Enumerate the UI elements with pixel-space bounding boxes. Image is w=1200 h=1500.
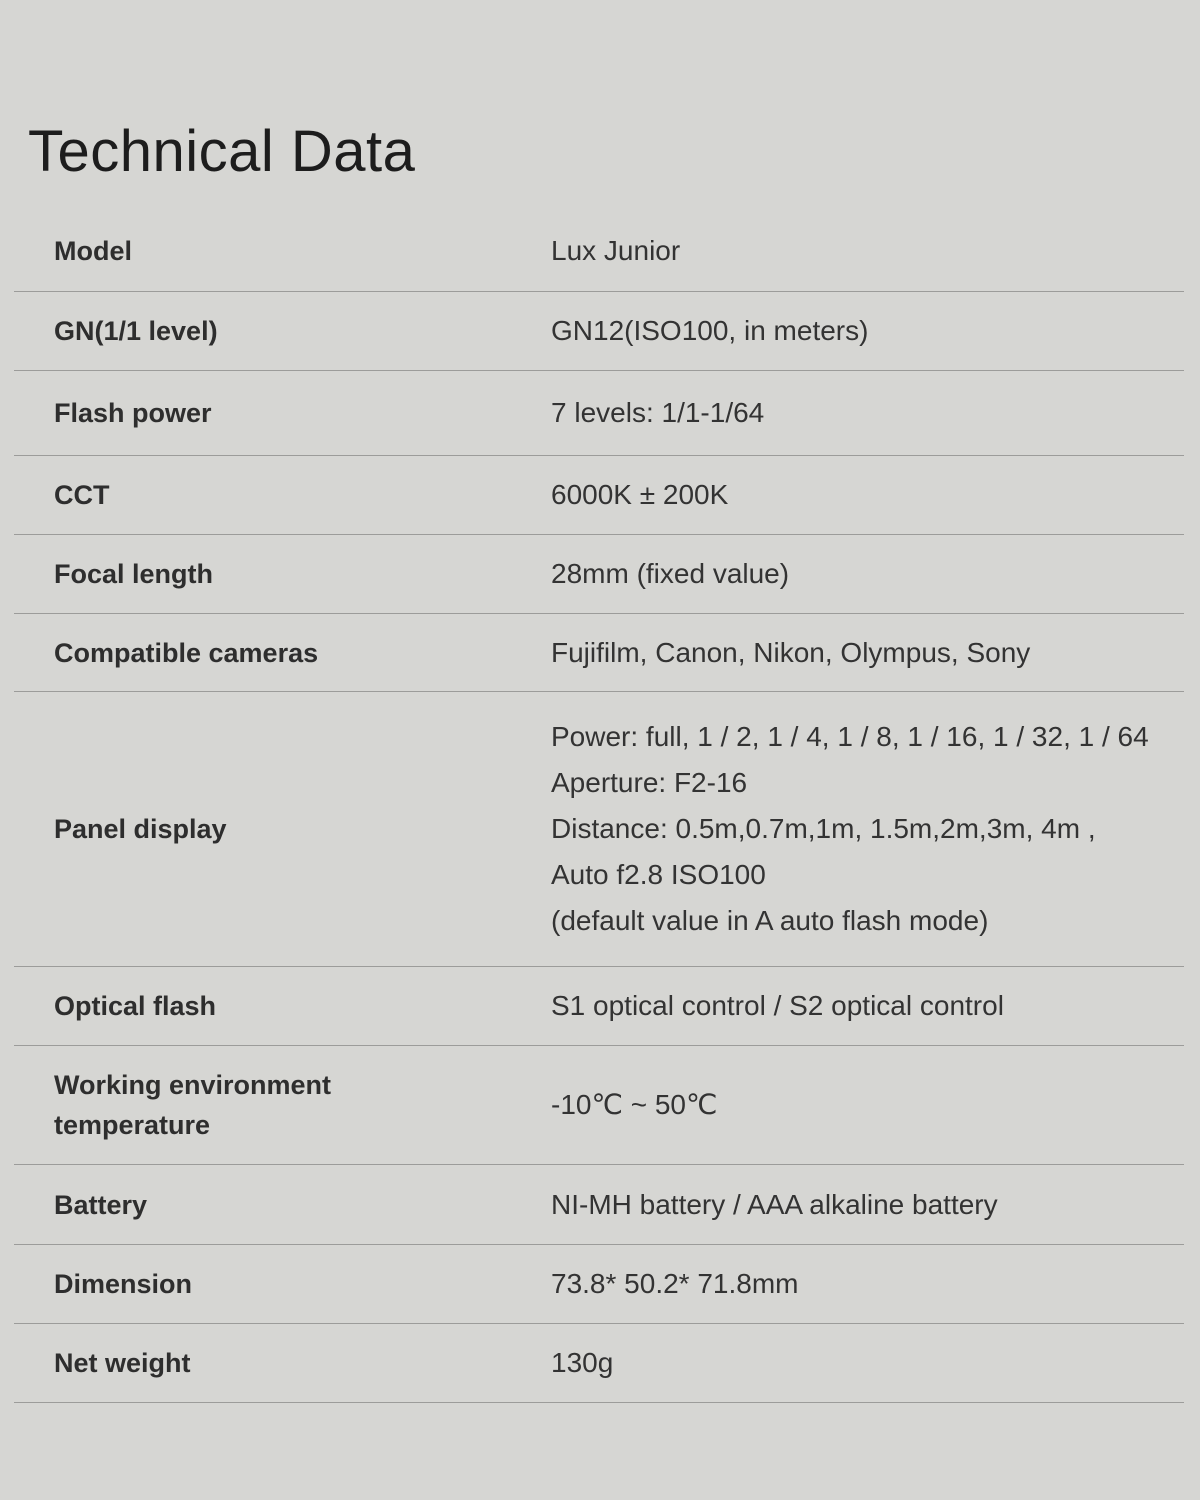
spec-label: GN(1/1 level) bbox=[54, 316, 218, 346]
spec-row-panel-display bbox=[14, 692, 1184, 967]
spec-value: 7 levels: 1/1-1/64 bbox=[551, 397, 765, 428]
spec-value: 73.8* 50.2* 71.8mm bbox=[551, 1268, 799, 1299]
spec-label: Net weight bbox=[54, 1348, 191, 1378]
spec-row-cct bbox=[14, 456, 1184, 535]
spec-value: S1 optical control / S2 optical control bbox=[551, 990, 1004, 1021]
spec-label: Battery bbox=[54, 1189, 148, 1220]
spec-row-model bbox=[14, 211, 1184, 292]
spec-label: CCT bbox=[54, 480, 110, 510]
spec-value: 28mm (fixed value) bbox=[551, 558, 790, 589]
spec-row-working-temperature bbox=[14, 1046, 1184, 1165]
spec-value: Fujifilm, Canon, Nikon, Olympus, Sony bbox=[551, 636, 1031, 668]
spec-row-gn bbox=[14, 292, 1184, 371]
spec-row-focal-length bbox=[14, 535, 1184, 614]
spec-value: 6000K ± 200K bbox=[551, 479, 729, 510]
spec-row-battery bbox=[14, 1165, 1184, 1245]
spec-row-net-weight bbox=[14, 1324, 1184, 1403]
spec-row-compatible-cameras bbox=[14, 614, 1184, 692]
spec-label: Flash power bbox=[54, 398, 212, 428]
page-title: Technical Data bbox=[28, 119, 416, 184]
spec-value: -10℃ ~ 50℃ bbox=[551, 1089, 718, 1120]
spec-label: Optical flash bbox=[54, 991, 217, 1021]
spec-value: NI-MH battery / AAA alkaline battery bbox=[551, 1188, 998, 1220]
spec-label: Dimension bbox=[54, 1269, 193, 1299]
spec-value: Power: full, 1 / 2, 1 / 4, 1 / 8, 1 / 16, 1 / 32, 1 / 64 Aperture: F2-16 Distance: 0.5m,0.7m,1m, 1.5m,2m,3m, 4m , Auto f2.8 ISO100 (default value in A auto flash mode) bbox=[551, 721, 1149, 936]
spec-row-optical-flash bbox=[14, 967, 1184, 1046]
spec-label: Focal length bbox=[54, 559, 214, 589]
spec-row-flash-power bbox=[14, 371, 1184, 456]
spec-table bbox=[14, 211, 1184, 1403]
spec-label: Compatible cameras bbox=[54, 637, 319, 668]
spec-label: Panel display bbox=[54, 814, 227, 844]
spec-value: GN12(ISO100, in meters) bbox=[551, 315, 869, 346]
spec-label: Model bbox=[54, 236, 132, 266]
spec-value: Lux Junior bbox=[551, 235, 681, 266]
spec-value: 130g bbox=[551, 1347, 614, 1378]
spec-label: Working environment temperature bbox=[54, 1070, 332, 1140]
spec-row-dimension bbox=[14, 1245, 1184, 1324]
